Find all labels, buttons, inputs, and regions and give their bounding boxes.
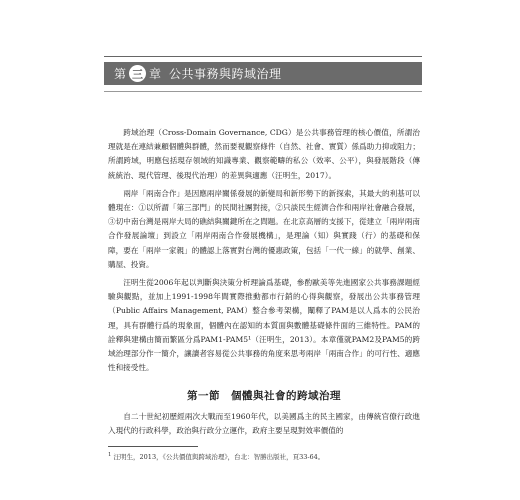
paragraph-cdg-definition: 跨域治理（Cross-Domain Governance, CDG）是公共事務管理的核心價值，所謂治理就是在連結兼顧個體與群體，然而要視觀察條件（自然、社會、實質）係爲助力抑或阻力；所謂跨域，明應包括現存領域的知識專業、觀察範疇的私公（效率、公平），與發展階段（傳統統治、現代管理、後現代治理）的差異與適應（汪明生，2017）。 [108,128,420,180]
main-body [108,126,420,379]
chapter-prefix: 第 [114,67,127,81]
footnote [108,450,420,462]
paragraph-pam-framework: 汪明生從2006年起以判斷與決策分析理論爲基礎，參酌歐美等先進國家公共事務課題經驗與觀點，並加上1991-1998年間實際推動都市行銷的心得與觀察，發展出公共事務管理（Public Affairs Management, PAM）整合參考架構，闡釋了PAM是以人爲本的公民治理，具有群體行爲的現象面，個體內在認知的本質面與數體基礎條件面的三維特性。PAM的詮釋與建構由簡而繁區分爲PAM1-PAM5¹（汪明生，2013）。本章僅就PAM2及PAM5的跨域治理部分作一簡介，讓讀者容易從公共事務的角度來思考兩岸「兩南合作」的可行性、適應性和接受性。 [108,278,420,373]
paragraph-two-south-cooperation: 兩岸「兩南合作」是因應兩岸關係發展的新變局和新形勢下的新探索，其最大的利基可以體現在：①以所謂「第三部門」的民間社團對接，②只談民生經濟合作和兩岸社會融合發展，③切中南台灣是兩岸大局的礁結與關鍵所在之問題。在北京高層的支援下，從建立「兩岸兩南合作發展論壇」到設立「兩岸兩南合作發展機構」，是理論（知）與實踐（行）的基礎和保障，要在「兩岸一家親」的體認上落實對台灣的優惠政策，包括「一代一線」的就學、創業、購屋、投資。 [108,188,420,269]
header-rule-bottom [104,91,422,92]
chapter-title: 公共事務與跨域治理 [169,67,282,81]
footnote-rule [108,446,198,447]
section-body [108,410,420,438]
chapter-suffix: 章 [149,67,162,81]
footnote-text: 汪明生，2013，《公共價值與跨域治理》，台北：智勝出版社，頁33-64。 [113,453,325,462]
header-rule-top [104,56,422,57]
section-paragraph: 自二十世紀初歷經兩次大戰而至1960年代，以美國爲主的民主國家，由傳統官僚行政進入現代的行政科學，政治與行政分立運作，政府主要呈現對效率價值的 [108,412,420,436]
chapter-header-band [104,62,422,85]
footnote-marker: 1 [108,452,112,458]
chapter-number-badge: 三 [129,65,146,82]
section-heading: 第一節 個體與社會的跨域治理 [187,390,341,402]
